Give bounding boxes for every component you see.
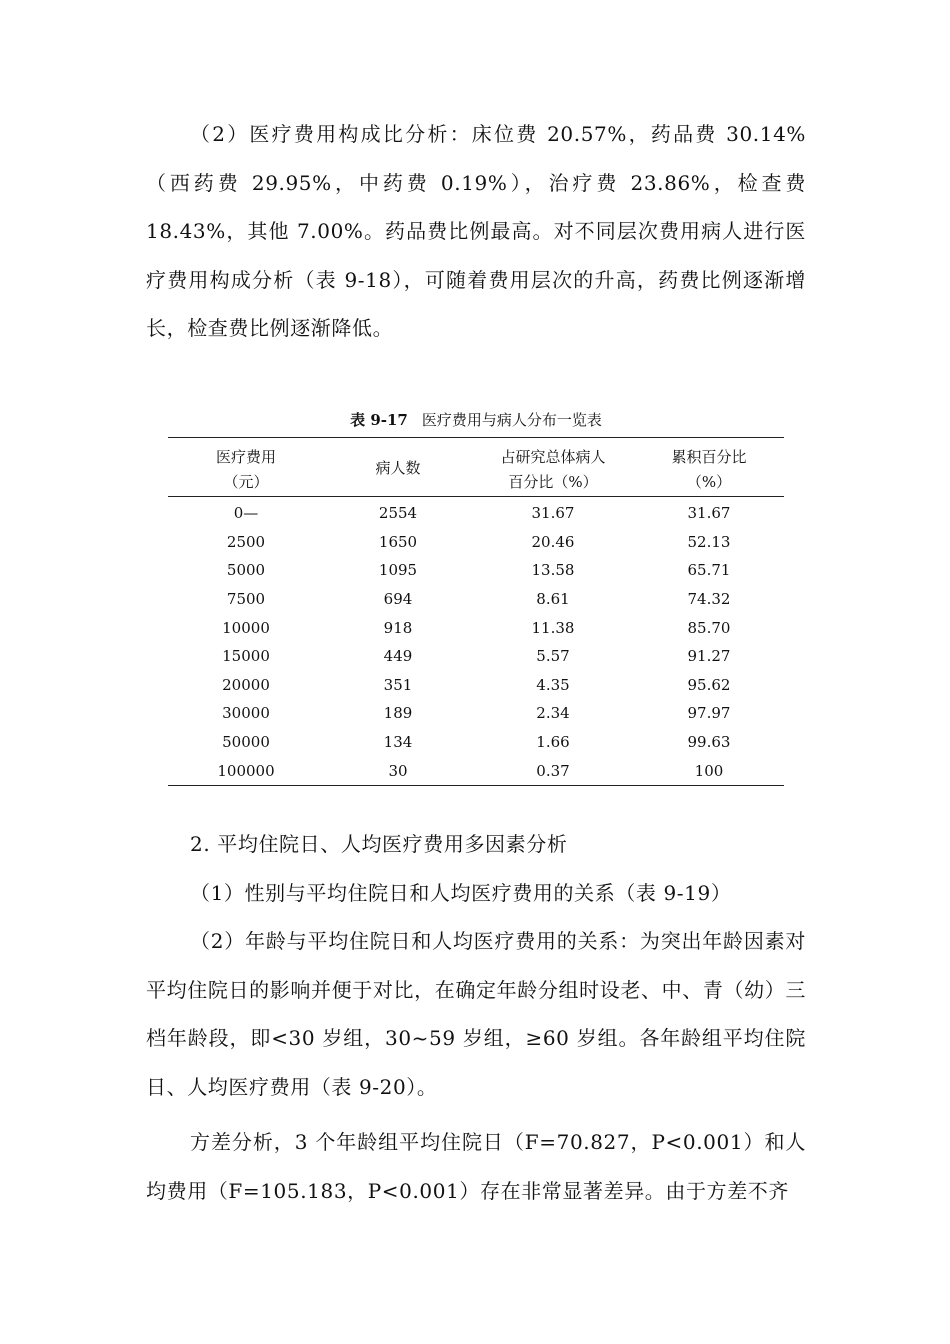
- table-row: [168, 756, 784, 785]
- cell-percent: 1.66: [536, 733, 570, 752]
- cell-cost: 10000: [222, 618, 270, 637]
- cost-distribution-table: [168, 437, 784, 786]
- cell-cost: 0—: [233, 504, 259, 523]
- cell-cost: 30000: [222, 704, 270, 723]
- cell-cost: 7500: [226, 590, 266, 609]
- cell-percent: 0.37: [536, 761, 570, 780]
- cell-count: 189: [383, 704, 413, 723]
- cell-cost: 15000: [222, 647, 270, 666]
- header-percent-line2: 百分比（%）: [472, 467, 634, 497]
- cell-cumulative: 99.63: [687, 733, 731, 752]
- header-cumulative-line1: 累积百分比: [671, 448, 747, 466]
- cell-cumulative: 65.71: [687, 561, 731, 580]
- cell-count: 694: [383, 590, 413, 609]
- paragraph-variance-analysis: 方差分析，3 个年龄组平均住院日（F=70.827，P<0.001）和人均费用（F=105.183，P<0.001）存在非常显著差异。由于方差不齐: [146, 1130, 806, 1203]
- cell-percent: 31.67: [531, 504, 575, 523]
- header-cost-line2: （元）: [168, 467, 324, 497]
- cell-count: 449: [383, 647, 413, 666]
- table-row: [168, 699, 784, 728]
- cell-percent: 20.46: [531, 532, 575, 551]
- cell-count: 1650: [378, 532, 418, 551]
- cell-cost: 2500: [226, 532, 266, 551]
- cell-percent: 5.57: [536, 647, 570, 666]
- table-row: [168, 497, 784, 528]
- table-row: [168, 556, 784, 585]
- cell-cumulative: 97.97: [687, 704, 731, 723]
- cell-percent: 8.61: [536, 590, 570, 609]
- table-header-row: [168, 467, 784, 497]
- cell-cumulative: 91.27: [687, 647, 731, 666]
- cell-cumulative: 100: [694, 761, 724, 780]
- table-caption: [168, 410, 784, 430]
- table-row: [168, 728, 784, 757]
- table-caption-title: 医疗费用与病人分布一览表: [421, 411, 602, 429]
- cell-count: 1095: [378, 561, 418, 580]
- cell-cost: 20000: [222, 675, 270, 694]
- table-header-row: [168, 438, 784, 468]
- cell-percent: 2.34: [536, 704, 570, 723]
- cell-cost: 5000: [226, 561, 266, 580]
- cell-cumulative: 85.70: [687, 618, 731, 637]
- paragraph-cost-composition: （2）医疗费用构成比分析：床位费 20.57%，药品费 30.14%（西药费 29.95%，中药费 0.19%），治疗费 23.86%，检查费 18.43%，其他 7.00%。药品费比例最高。对不同层次费用病人进行医疗费用构成分析（表 9-18），可随着费用层次的升高，药费比例逐渐增长，检查费比例逐渐降低。: [146, 122, 806, 341]
- cell-cumulative: 74.32: [687, 590, 731, 609]
- cell-percent: 11.38: [531, 618, 575, 637]
- cell-cost: 50000: [222, 733, 270, 752]
- table-row: [168, 671, 784, 700]
- table-row: [168, 613, 784, 642]
- paragraph-age-analysis: （2）年龄与平均住院日和人均医疗费用的关系：为突出年龄因素对平均住院日的影响并便于对比，在确定年龄分组时设老、中、青（幼）三档年龄段，即<30 岁组，30~59 岁组，≥60 岁组。各年龄组平均住院日、人均医疗费用（表 9-20）。: [146, 929, 806, 1099]
- section-heading-2: 2. 平均住院日、人均医疗费用多因素分析: [190, 832, 568, 856]
- cell-cumulative: 31.67: [687, 504, 731, 523]
- header-patient-count: 病人数: [324, 438, 472, 497]
- table-row: [168, 642, 784, 671]
- cell-count: 134: [383, 733, 413, 752]
- cell-cost: 100000: [217, 761, 275, 780]
- subsection-gender: （1）性别与平均住院日和人均医疗费用的关系（表 9-19）: [190, 881, 732, 905]
- table-row: [168, 585, 784, 614]
- header-percent-line1: 占研究总体病人: [500, 448, 606, 466]
- table-caption-number: 表 9-17: [350, 411, 408, 429]
- cell-percent: 4.35: [536, 675, 570, 694]
- cell-count: 2554: [378, 504, 418, 523]
- header-cost-line1: 医疗费用: [215, 448, 276, 466]
- header-cumulative-line2: （%）: [634, 467, 784, 497]
- cell-count: 30: [388, 761, 408, 780]
- cell-cumulative: 52.13: [687, 532, 731, 551]
- cell-percent: 13.58: [531, 561, 575, 580]
- cell-cumulative: 95.62: [687, 675, 731, 694]
- cell-count: 918: [383, 618, 413, 637]
- cell-count: 351: [383, 675, 413, 694]
- table-row: [168, 528, 784, 557]
